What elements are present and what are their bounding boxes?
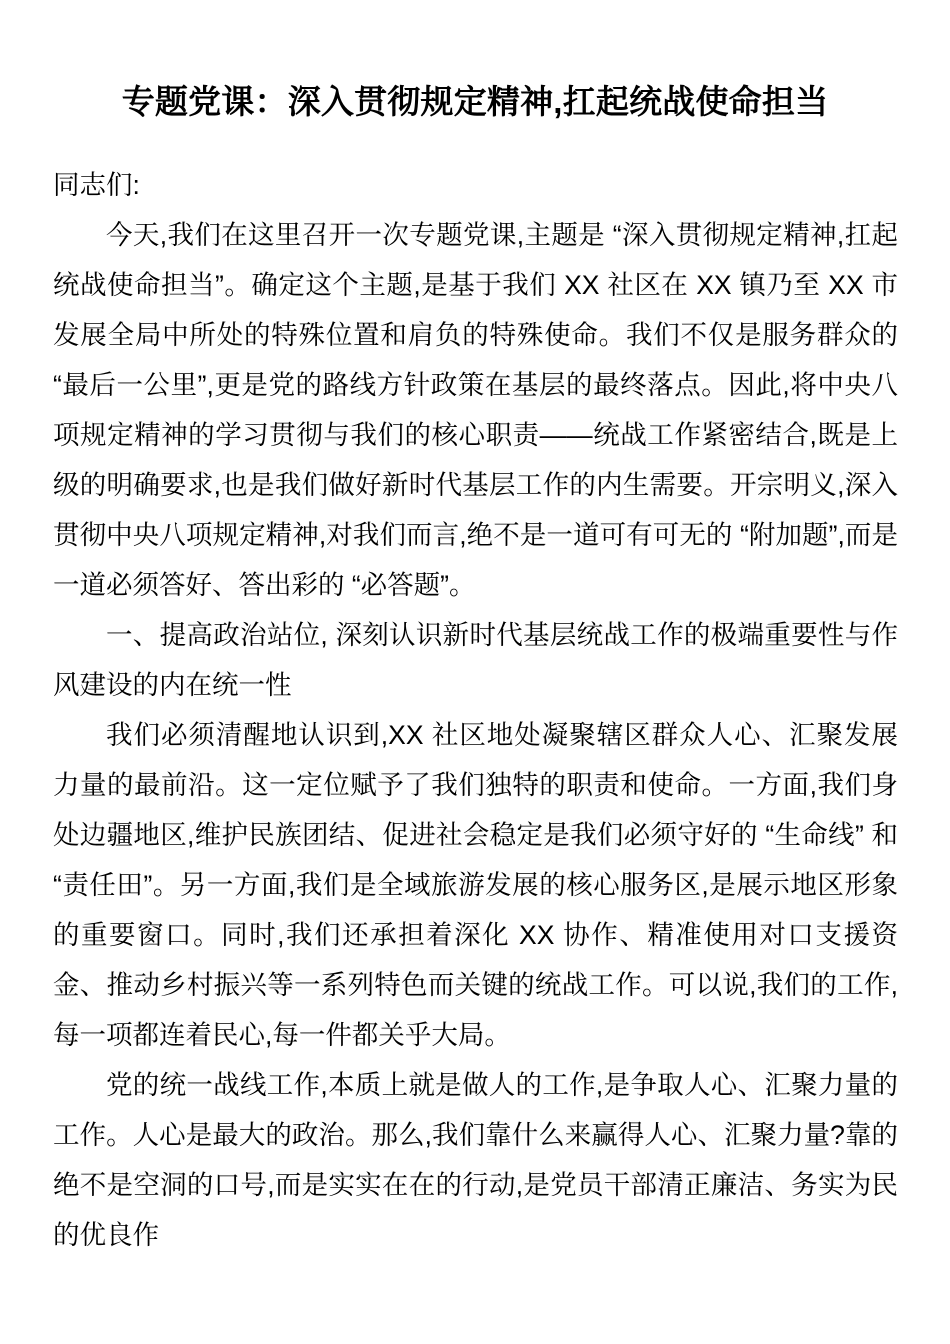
paragraph-section-one-1: 我们必须清醒地认识到,XX 社区地处凝聚辖区群众人心、汇聚发展力量的最前沿。这一定位赋予了我们独特的职责和使命。一方面,我们身处边疆地区,维护民族团结、促进社会稳定是我们必须守好的 “生命线” 和 “责任田”。另一方面,我们是全域旅游发展的核心服务区,是展示地区形象的重要窗口。同时,我们还承担着深化 XX 协作、精准使用对口支援资金、推动乡村振兴等一系列特色而关键的统战工作。可以说,我们的工作,每一项都连着民心,每一件都关乎大局。 xyxy=(53,720,898,1050)
section-heading-one: 一、提高政治站位, 深刻认识新时代基层统战工作的极端重要性与作风建设的内在统一性 xyxy=(53,620,898,700)
paragraph-intro: 今天,我们在这里召开一次专题党课,主题是 “深入贯彻规定精神,扛起统战使命担当”。确定这个主题,是基于我们 XX 社区在 XX 镇乃至 XX 市发展全局中所处的特殊位置和肩负的特殊使命。我们不仅是服务群众的 “最后一公里”,更是党的路线方针政策在基层的最终落点。因此,将中央八项规定精神的学习贯彻与我们的核心职责——统战工作紧密结合,既是上级的明确要求,也是我们做好新时代基层工作的内生需要。开宗明义,深入贯彻中央八项规定精神,对我们而言,绝不是一道可有可无的 “附加题”,而是一道必须答好、答出彩的 “必答题”。 xyxy=(53,220,898,600)
salutation: 同志们: xyxy=(53,170,140,200)
document-body xyxy=(53,160,898,1260)
paragraph-section-one-2: 党的统一战线工作,本质上就是做人的工作,是争取人心、汇聚力量的工作。人心是最大的政治。那么,我们靠什么来赢得人心、汇聚力量?靠的绝不是空洞的口号,而是实实在在的行动,是党员干部清正廉洁、务实为民的优良作 xyxy=(53,1070,898,1250)
page-title: 专题党课：深入贯彻规定精神,扛起统战使命担当 xyxy=(121,83,829,121)
